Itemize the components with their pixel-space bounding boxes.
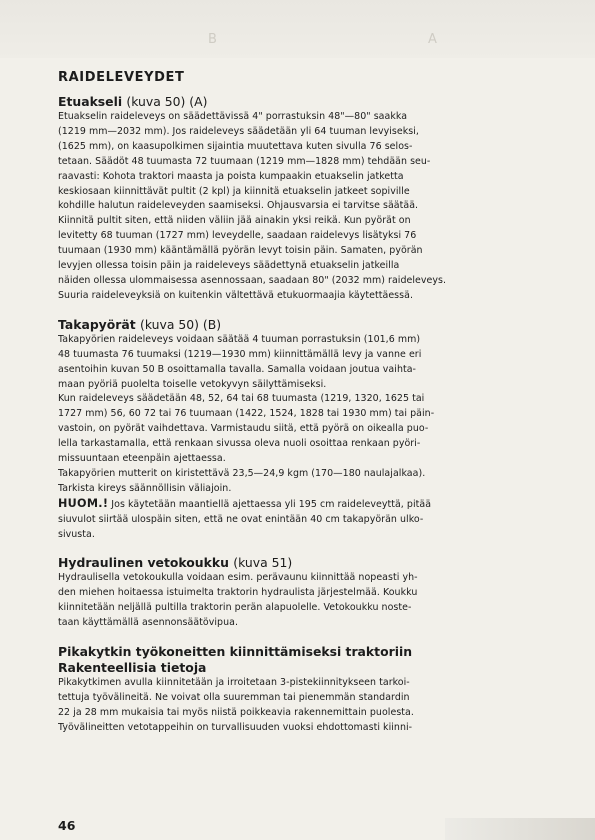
section-title xyxy=(58,317,530,333)
page-heading: RAIDELEVEYDET xyxy=(58,70,185,85)
bleed-letter-a: A xyxy=(428,32,437,47)
section-title: Pikakytkin työkoneitten kiinnittämiseksi traktoriin xyxy=(58,644,413,660)
note-text: sivusta. xyxy=(58,528,95,540)
note-paragraph xyxy=(58,497,530,543)
body-line: den miehen hoitaessa istuimelta traktorin hydraulista järjestelmää. Koukku xyxy=(58,587,418,599)
section-takapyorat xyxy=(58,317,530,543)
body-line: Pikakytkimen avulla kiinnitetään ja irroitetaan 3-pistekiinnitykseen tarkoi- xyxy=(58,677,410,689)
body-line: Takapyörien raideleveys voidaan säätää 4 tuuman porrastuksin (101,6 mm) xyxy=(58,333,421,345)
body-line: Takapyörien mutterit on kiristettävä 23,5—24,9 kgm (170—180 naulajalkaa). xyxy=(58,467,426,479)
section-title xyxy=(58,94,530,110)
body-line: tuumaan (1930 mm) kääntämällä pyörän levyt toisin päin. Samaten, pyörän xyxy=(58,245,423,257)
section-hydraulinen-vetokoukku xyxy=(58,555,530,631)
document-page xyxy=(58,70,530,749)
figure-reference: (kuva 50) (A) xyxy=(126,94,208,109)
body-line: Kiinnitä pultit siten, että niiden väliin jää ainakin yksi reikä. Kun pyörät on xyxy=(58,215,411,227)
body-line: levyjen ollessa toisin päin ja raideleveys säädettynä etuakselin jatkeilla xyxy=(58,260,400,272)
note-label: HUOM.! xyxy=(58,496,109,510)
body-line: taan käyttämällä asennonsäätövipua. xyxy=(58,617,238,629)
figure-reference: (kuva 50) (B) xyxy=(140,316,222,332)
section-body xyxy=(58,333,530,497)
body-line: lella tarkastamalla, että renkaan sivussa oleva nuoli osoittaa renkaan pyöri- xyxy=(58,438,421,450)
body-line: levitetty 68 tuuman (1727 mm) leveydelle, saadaan raidelevys lisätyksi 76 xyxy=(58,230,417,242)
body-line: maan pyöriä puolelta toiselle vetokyvyn säilyttämiseksi. xyxy=(58,378,327,390)
note-text: siuvulot siirtää ulospäin siten, että ne ovat enintään 40 cm takapyörän ulko- xyxy=(58,513,424,525)
corner-bleed xyxy=(445,818,595,840)
note-text: Jos käytetään maantiellä ajettaessa yli 195 cm raideleveyttä, pitää xyxy=(108,498,432,510)
figure-reference: (kuva 51) xyxy=(233,555,293,571)
body-line: vastoin, on pyörät vaihdettava. Varmistaudu siitä, että pyörä on oikealla puo- xyxy=(58,423,429,435)
body-line: keskiosaan kiinnittävät pultit (2 kpl) ja kiinnitä etuakselin jatkeet sopiville xyxy=(58,185,410,197)
section-title-text: Hydraulinen vetokoukku xyxy=(58,555,229,571)
section-subtitle: Rakenteellisia tietoja xyxy=(58,660,207,676)
body-line: asentoihin kuvan 50 B osoittamalla tavalla. Samalla voidaan joutua vaihta- xyxy=(58,363,417,375)
body-line: (1219 mm—2032 mm). Jos raideleveys säädetään yli 64 tuuman levyiseksi, xyxy=(58,125,419,137)
section-body xyxy=(58,676,530,736)
section-etuakseli xyxy=(58,94,530,304)
section-body xyxy=(58,571,530,631)
body-line: 22 ja 28 mm mukaisia tai myös niistä poikkeavia rakennemittain puolesta. xyxy=(58,706,414,718)
body-line: Hydraulisella vetokoukulla voidaan esim. perävaunu kiinnittää nopeasti yh- xyxy=(58,572,418,584)
body-line: 1727 mm) 56, 60 72 tai 76 tuumaan (1422, 1524, 1828 tai 1930 mm) tai päin- xyxy=(58,408,435,420)
previous-page-bleed xyxy=(0,0,595,58)
page-number: 46 xyxy=(58,818,76,833)
body-line: 48 tuumasta 76 tuumaksi (1219—1930 mm) kiinnittämällä levy ja vanne eri xyxy=(58,348,422,360)
body-line: Suuria raideleveyksiä on kuitenkin vältettävä etukuormaajia käytettäessä. xyxy=(58,289,414,301)
body-line: raavasti: Kohota traktori maasta ja poista kumpaakin etuakselin jatketta xyxy=(58,170,404,182)
bleed-letter-b: B xyxy=(208,32,217,47)
section-body xyxy=(58,110,530,304)
body-line: Etuakselin raideleveys on säädettävissä 4" porrastuksin 48"—80" saakka xyxy=(58,111,408,122)
section-pikakytkin xyxy=(58,644,530,736)
body-line: tetaan. Säädöt 48 tuumasta 72 tuumaan (1219 mm—1828 mm) tehdään seu- xyxy=(58,155,431,167)
body-line: Tarkista kireys säännöllisin väliajoin. xyxy=(58,482,232,494)
section-title-text: Takapyörät xyxy=(58,316,136,332)
body-line: näiden ollessa ulommaisessa asennossaan, saadaan 80" (2032 mm) raideleveys. xyxy=(58,274,447,286)
section-title xyxy=(58,555,530,571)
section-title-text: Etuakseli xyxy=(58,94,123,109)
body-line: kohdille halutun raideleveyden saamiseksi. Ohjausvarsia ei tarvitse säätää. xyxy=(58,200,419,212)
body-line: kiinnitetään neljällä pultilla traktorin perän alapuolelle. Vetokoukku noste- xyxy=(58,602,412,614)
body-line: missuuntaan eteenpäin ajettaessa. xyxy=(58,453,226,465)
body-line: Työvälineitten vetotappeihin on turvallisuuden vuoksi ehdottomasti kiinni- xyxy=(58,721,413,733)
body-line: tettuja työvälineitä. Ne voivat olla suuremman tai pienemmän standardin xyxy=(58,692,410,703)
body-line: (1625 mm), on kaasupolkimen sijaintia muutettava kuten sivulla 76 selos- xyxy=(58,140,413,152)
body-line: Kun raideleveys säädetään 48, 52, 64 tai 68 tuumasta (1219, 1320, 1625 tai xyxy=(58,393,425,405)
